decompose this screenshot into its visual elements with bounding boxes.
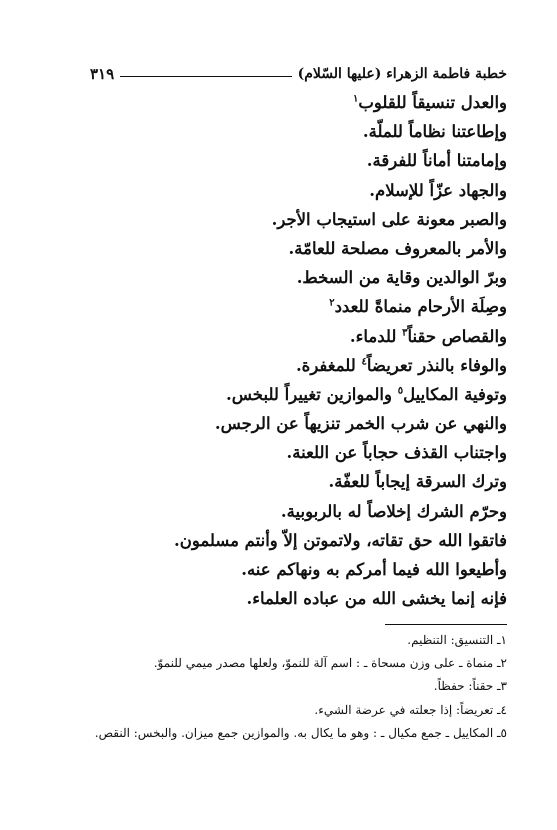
sermon-text: [87, 88, 507, 613]
line-text: وبرّ الوالدين وقاية من السخط.: [296, 268, 507, 288]
footnote-marker: ٥: [397, 385, 404, 397]
footnote-marker: ١: [352, 93, 359, 105]
footnote-marker: ٣: [402, 327, 408, 338]
text-line: [87, 205, 507, 234]
line-text: وحرّم الشرك إخلاصاً له بالربوبية.: [280, 501, 507, 521]
line-text: فاتقوا الله حق تقاته، ولاتموتن إلاّ وأنتم مسلمون.: [173, 530, 507, 550]
footnote-marker: ٢: [329, 297, 335, 309]
line-text: فإنه إنما يخشى الله من عباده العلماء.: [246, 589, 507, 609]
text-line: [87, 322, 507, 351]
line-text: واجتناب القذف حجاباً عن اللعنة.: [286, 443, 507, 463]
header-title: خطبة فاطمة الزهراء (عليها السّلام): [297, 66, 507, 82]
line-text-continuation: للمغفرة.: [295, 355, 362, 375]
line-text: والأمر بالمعروف مصلحة للعامّة.: [288, 238, 507, 258]
footnotes: [37, 629, 507, 745]
text-line: [87, 438, 507, 467]
line-text-continuation: والموازين تغييراً للبخس.: [226, 384, 398, 404]
footnote: ٣ـ حقناً: حفظاً.: [433, 679, 507, 694]
text-line: [87, 263, 507, 292]
line-text: والعدل تنسيقاً للقلوب: [358, 93, 507, 112]
text-line: [87, 526, 507, 555]
text-line: [87, 176, 507, 205]
footnote: ١ـ التنسيق: التنظيم.: [407, 633, 507, 647]
line-text: وصِلَة الأرحام منماةً للعدد: [334, 297, 507, 317]
line-text: والنهي عن شرب الخمر تنزيهاً عن الرجس.: [214, 414, 507, 434]
line-text: وإمامتنا أماناً للفرقة.: [366, 151, 507, 171]
footnote-separator: [385, 624, 507, 625]
line-text: وتوفية المكاييل: [403, 384, 507, 404]
text-line: [87, 146, 507, 175]
running-header: [90, 64, 507, 84]
line-text: والصبر معونة على استيجاب الأجر.: [271, 209, 507, 229]
header-rule: [120, 76, 291, 77]
line-text: والقصاص حقناً: [407, 326, 507, 346]
footnote: ٢ـ منماة ـ على وزن مسحاة ـ : اسم آلة للنموّ، ولعلها مصدر ميمي للنموّ.: [153, 656, 507, 671]
page-number: ٣١٩: [90, 65, 115, 83]
line-text: والجهاد عزّاً للإسلام.: [369, 180, 507, 200]
line-text: والوفاء بالنذر تعريضاً: [366, 355, 507, 375]
line-text: وترك السرقة إيجاباً للعفّة.: [328, 472, 507, 492]
line-text: وإطاعتنا نظاماً للملّة.: [362, 122, 507, 142]
text-line: [87, 497, 507, 526]
text-line: [87, 292, 507, 321]
text-line: [87, 584, 507, 613]
footnote-marker: ٤: [361, 356, 367, 368]
text-line: [87, 88, 507, 117]
text-line: [87, 351, 507, 380]
footnote: ٥ـ المكاييل ـ جمع مكيال ـ : وهو ما يكال به. والموازين جمع ميزان. والبخس: النقص.: [94, 725, 507, 740]
text-line: [87, 467, 507, 496]
line-text-continuation: للدماء.: [349, 326, 403, 346]
text-line: [87, 380, 507, 409]
text-line: [87, 555, 507, 584]
line-text: وأطيعوا الله فيما أمركم به ونهاكم عنه.: [241, 560, 507, 579]
text-line: [87, 117, 507, 146]
text-line: [87, 409, 507, 438]
text-line: [87, 234, 507, 263]
footnote: ٤ـ تعريضاً: إذا جعلته في عرضة الشيء.: [314, 702, 507, 717]
